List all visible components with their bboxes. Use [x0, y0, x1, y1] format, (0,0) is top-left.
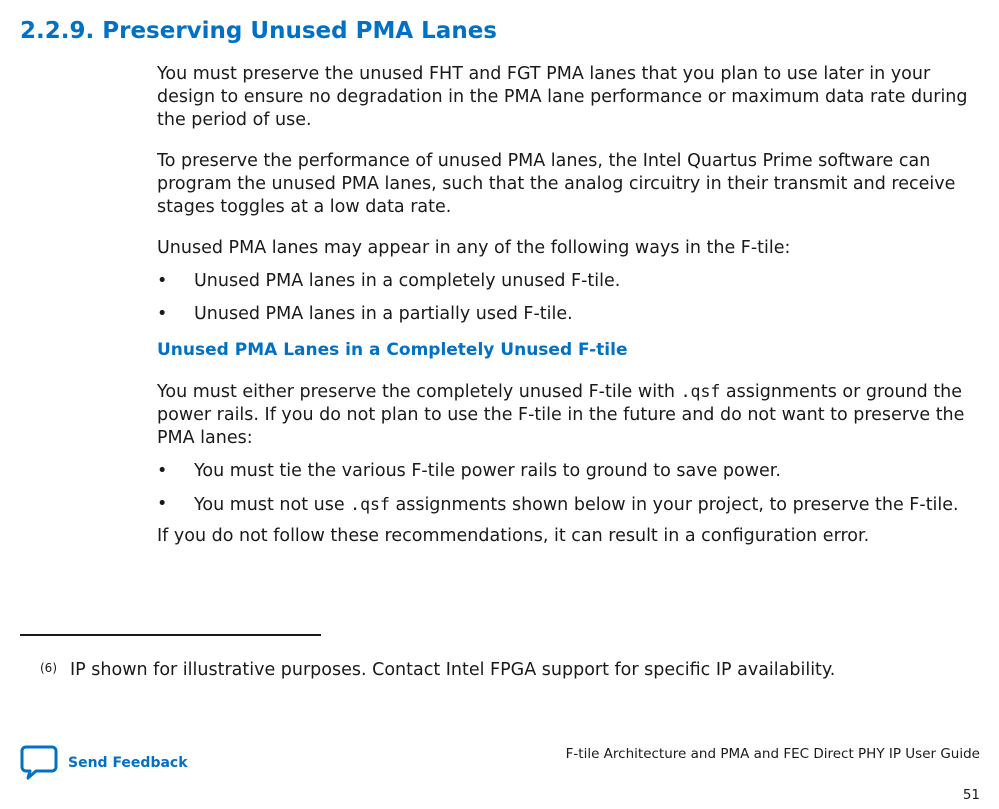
- bullet-glyph: •: [157, 461, 168, 481]
- subsection-heading: Unused PMA Lanes in a Completely Unused F-tile: [157, 340, 628, 360]
- list-item: [157, 460, 979, 483]
- footnote-text: IP shown for illustrative purposes. Contact Intel FPGA support for specific IP availability.: [70, 660, 836, 680]
- unused-lanes-list: [157, 270, 979, 326]
- intro-paragraph-2: To preserve the performance of unused PMA lanes, the Intel Quartus Prime software can program the unused PMA lanes, such that the analog circuitry in their transmit and receive stages toggles at a low data rate.: [157, 151, 956, 217]
- footnote: [40, 658, 980, 682]
- body-column: [157, 63, 979, 566]
- list-item: [157, 270, 979, 293]
- qsf-code: .qsf: [680, 382, 721, 401]
- list-item-text: Unused PMA lanes in a completely unused F-tile.: [194, 271, 621, 291]
- bullet-text-2: assignments shown below in your project, to preserve the F-tile.: [389, 495, 959, 515]
- guide-title: F-tile Architecture and PMA and FEC Direct PHY IP User Guide: [565, 746, 980, 762]
- list-item-text: Unused PMA lanes in a partially used F-tile.: [194, 304, 573, 324]
- subsection-text-2: assignments or ground the power rails. If you do not plan to use the F-tile in the future and do not want to preserve the PMA lanes:: [157, 382, 965, 448]
- bullet-glyph: •: [157, 271, 168, 291]
- bullet-glyph: •: [157, 304, 168, 324]
- list-item: [157, 493, 979, 517]
- intro-paragraph-1: You must preserve the unused FHT and FGT PMA lanes that you plan to use later in your design to ensure no degradation in the PMA lane performance or maximum data rate during the period of use.: [157, 64, 968, 130]
- footnote-divider: [20, 634, 321, 636]
- page-number: 51: [962, 787, 980, 803]
- subsection-text-1: You must either preserve the completely unused F-tile with: [157, 382, 681, 402]
- footnote-marker: (6): [40, 661, 57, 675]
- send-feedback-label[interactable]: Send Feedback: [68, 755, 188, 771]
- section-title: Preserving Unused PMA Lanes: [102, 18, 497, 44]
- intro-paragraph-3: Unused PMA lanes may appear in any of the following ways in the F-tile:: [157, 238, 791, 258]
- list-item-text: You must tie the various F-tile power rails to ground to save power.: [194, 461, 781, 481]
- list-item: [157, 303, 979, 326]
- power-rail-list: [157, 460, 979, 517]
- speech-bubble-icon: [20, 745, 58, 781]
- send-feedback-link[interactable]: [20, 745, 188, 781]
- qsf-code: .qsf: [350, 495, 390, 514]
- section-number: 2.2.9.: [20, 18, 95, 44]
- bullet-glyph: •: [157, 494, 168, 514]
- subsection-paragraph: [157, 380, 979, 450]
- closing-paragraph: If you do not follow these recommendations, it can result in a configuration error.: [157, 526, 870, 546]
- bullet-text-1: You must not use: [194, 495, 351, 515]
- list-item-text: [194, 495, 959, 515]
- section-heading: [20, 15, 497, 47]
